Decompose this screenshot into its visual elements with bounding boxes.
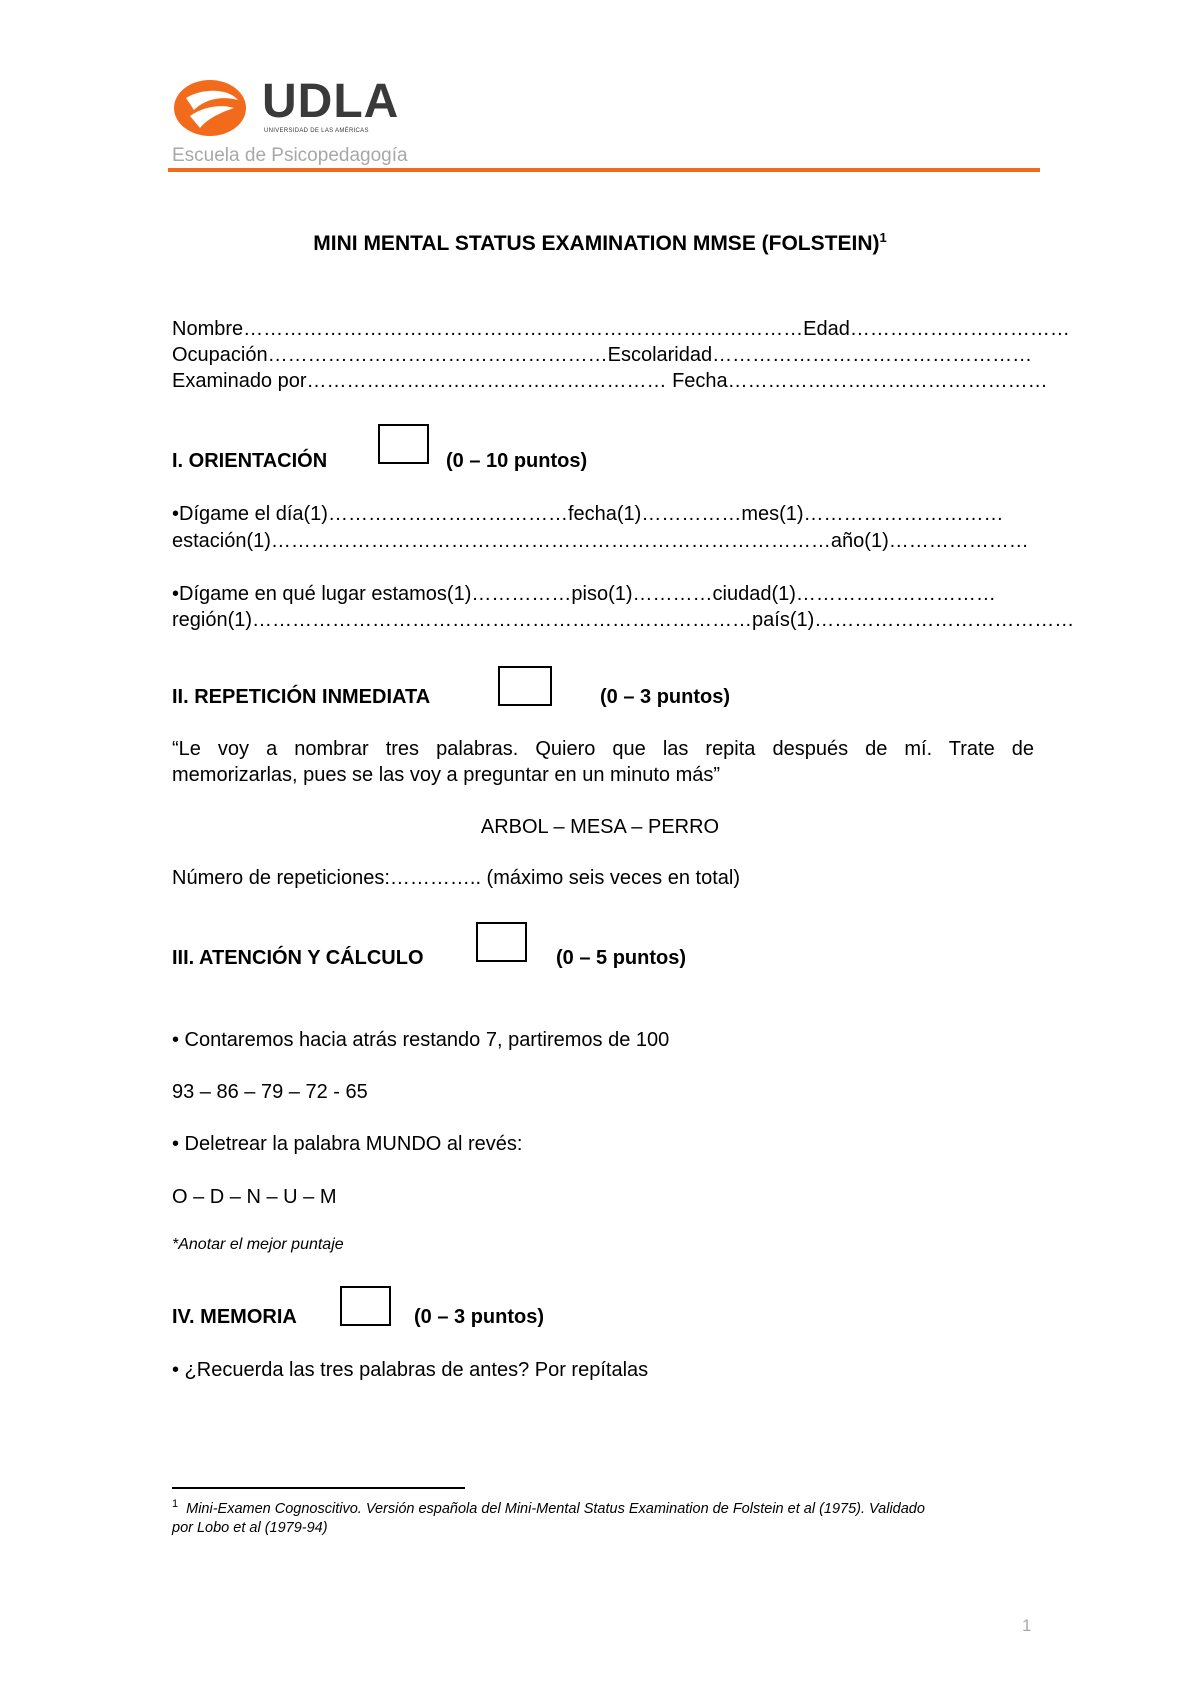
footnote-text-line1: Mini-Examen Cognoscitivo. Versión española del Mini-Mental Status Examination de Folstein et al (1975). Validado xyxy=(186,1501,925,1517)
section-attention-heading: III. ATENCIÓN Y CÁLCULO xyxy=(172,947,424,969)
logo-text: UDLA xyxy=(262,75,400,128)
field-ocupacion-escolaridad: Ocupación……………………………………………Escolaridad………………………………………… xyxy=(172,344,1033,366)
memory-item1: • ¿Recuerda las tres palabras de antes? Por repítalas xyxy=(172,1359,649,1381)
section-orientation-heading: I. ORIENTACIÓN xyxy=(172,450,328,472)
orientation-score-box[interactable] xyxy=(378,424,429,464)
attention-sequence: 93 – 86 – 79 – 72 - 65 xyxy=(172,1081,368,1103)
header-rule xyxy=(168,168,1040,172)
field-nombre-edad: Nombre…………………………………………………………………………Edad…………………………… xyxy=(172,318,1070,340)
field-examinado-fecha: Examinado por……………………………………………… Fecha………………………………………… xyxy=(172,370,1048,392)
attention-score-box[interactable] xyxy=(476,922,527,962)
repetition-quote-line1: “Le voy a nombrar tres palabras. Quiero que las repita después de mí. Trate de xyxy=(172,738,1034,760)
section-memory-points: (0 – 3 puntos) xyxy=(414,1306,545,1328)
orientation-q2-line1: •Dígame en qué lugar estamos(1)……………piso(1)…………ciudad(1)………………………… xyxy=(172,583,996,605)
title-footnote-mark: 1 xyxy=(879,230,887,245)
orientation-q1-line2: estación(1)…………………………………………………………………………año(1)………………… xyxy=(172,530,1029,552)
attention-note: *Anotar el mejor puntaje xyxy=(172,1236,344,1253)
page-number: 1 xyxy=(1022,1616,1032,1635)
udla-logo xyxy=(172,76,412,140)
section-repetition-heading: II. REPETICIÓN INMEDIATA xyxy=(172,686,431,708)
attention-letters: O – D – N – U – M xyxy=(172,1186,337,1208)
logo-subtext: UNIVERSIDAD DE LAS AMÉRICAS xyxy=(264,128,369,134)
attention-item2: • Deletrear la palabra MUNDO al revés: xyxy=(172,1133,523,1155)
page-title xyxy=(0,232,1200,256)
orientation-q2-line2: región(1)…………………………………………………………………país(1)………………………………… xyxy=(172,609,1075,631)
footnote-line1 xyxy=(172,1500,1042,1519)
repetition-quote-line2: memorizarlas, pues se las voy a preguntar en un minuto más” xyxy=(172,764,721,786)
udla-swoosh-icon xyxy=(172,76,252,140)
section-attention-points: (0 – 5 puntos) xyxy=(556,947,687,969)
footnote xyxy=(172,1500,1042,1538)
section-memory-heading: IV. MEMORIA xyxy=(172,1306,297,1328)
page-title-text: MINI MENTAL STATUS EXAMINATION MMSE (FOLSTEIN) xyxy=(313,232,880,255)
footnote-mark: 1 xyxy=(172,1498,179,1511)
repetition-words: ARBOL – MESA – PERRO xyxy=(480,816,720,838)
school-name: Escuela de Psicopedagogía xyxy=(172,145,408,166)
section-repetition-points: (0 – 3 puntos) xyxy=(600,686,731,708)
memory-score-box[interactable] xyxy=(340,1286,391,1326)
attention-item1: • Contaremos hacia atrás restando 7, partiremos de 100 xyxy=(172,1029,670,1051)
footnote-line2: por Lobo et al (1979-94) xyxy=(172,1520,328,1536)
footnote-rule xyxy=(172,1487,465,1489)
section-orientation-points: (0 – 10 puntos) xyxy=(446,450,588,472)
repetition-score-box[interactable] xyxy=(498,666,552,706)
orientation-q1-line1: •Dígame el día(1)………………………………fecha(1)……………mes(1)………………………… xyxy=(172,503,1004,525)
repetition-count: Número de repeticiones:………….. (máximo seis veces en total) xyxy=(172,867,740,889)
